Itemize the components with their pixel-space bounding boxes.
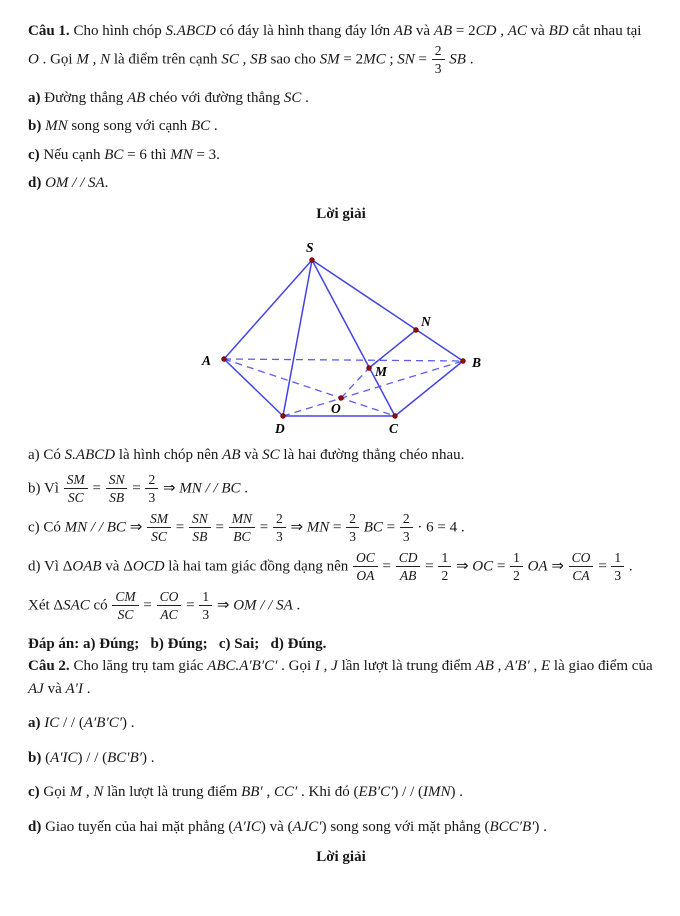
fraction-denominator: AC xyxy=(157,605,182,623)
math-run: OM / / SA xyxy=(233,597,293,614)
math-run: OCD xyxy=(132,558,165,575)
fraction xyxy=(198,589,213,623)
math-run: OAB xyxy=(72,558,102,575)
text-run: Gọi xyxy=(39,784,70,801)
fraction-denominator: 3 xyxy=(611,566,624,584)
fraction-numerator: SN xyxy=(108,471,125,487)
vertex-O xyxy=(339,396,344,401)
fraction-numerator: 1 xyxy=(202,588,210,604)
math-run: OM / / SA xyxy=(45,175,105,192)
math-run: SM xyxy=(319,50,340,67)
fraction-numerator: 2 xyxy=(349,510,356,526)
figure-block xyxy=(0,237,654,439)
math-run: SC , SB xyxy=(221,50,267,67)
bold-run: a) xyxy=(28,89,41,106)
text-run: và xyxy=(412,23,434,39)
fraction-numerator: 2 xyxy=(275,510,283,526)
text-run: Cho lăng trụ tam giác xyxy=(69,658,208,675)
math-run: MN xyxy=(306,519,330,536)
fraction-numerator: SM xyxy=(150,510,169,526)
math-run: AB xyxy=(393,23,413,39)
fraction-numerator: 1 xyxy=(441,549,449,565)
math-run: SAC xyxy=(63,597,90,614)
bold-run: b) xyxy=(28,749,42,766)
math-run: BC xyxy=(104,146,124,163)
text-run: là hai đường thẳng chéo nhau. xyxy=(279,447,465,464)
answer-line xyxy=(28,633,654,656)
fraction xyxy=(509,550,524,584)
text-run: = xyxy=(378,558,395,575)
question-1 xyxy=(28,20,654,77)
fraction-numerator: CM xyxy=(115,588,136,604)
math-run: S.ABCD xyxy=(165,23,216,39)
text-run: và xyxy=(43,680,66,697)
fraction-numerator: 2 xyxy=(434,42,442,58)
bold-run: Đáp án: a) Đúng; b) Đúng; c) Sai; d) Đúng. xyxy=(28,635,327,652)
fraction xyxy=(105,472,129,506)
math-run: A′IC xyxy=(50,749,78,766)
math-run: MN xyxy=(45,118,68,135)
fraction-denominator: 3 xyxy=(145,488,158,506)
text-run: ⇒ xyxy=(547,558,568,575)
text-run: . xyxy=(301,89,309,106)
bold-run: Câu 1. xyxy=(28,23,70,39)
fraction xyxy=(156,589,183,623)
fraction-denominator: 2 xyxy=(510,566,523,584)
math-run: OC xyxy=(472,558,494,575)
text-run: = xyxy=(421,558,438,575)
text-run: · 6 = 4 . xyxy=(413,519,465,536)
text-run: , xyxy=(496,23,508,39)
solution-1c xyxy=(28,511,654,545)
math-run: A′B′C′ xyxy=(83,715,123,732)
bold-run: b) xyxy=(28,118,42,135)
fraction-denominator: 3 xyxy=(273,527,286,545)
bold-run: c) xyxy=(28,146,40,163)
text-run: = xyxy=(88,479,105,496)
fraction-denominator: 3 xyxy=(346,527,359,545)
fraction-denominator: SC xyxy=(147,527,171,545)
text-run: = 3. xyxy=(192,146,220,163)
text-run: Xét Δ xyxy=(28,597,64,614)
text-run: là hai tam giác đồng dạng nên xyxy=(164,558,352,575)
fraction xyxy=(345,511,360,545)
text-run: và xyxy=(240,447,263,464)
fraction-numerator: 1 xyxy=(513,549,520,565)
math-run: BC xyxy=(359,519,383,536)
bold-run: Câu 2. xyxy=(28,658,70,675)
math-run: OA xyxy=(523,558,548,575)
text-run: lần lượt là trung điểm xyxy=(337,658,476,675)
text-run: . Khi đó ( xyxy=(297,784,359,801)
text-run: là giao điểm của xyxy=(550,658,657,675)
fraction-numerator: CO xyxy=(159,588,179,604)
text-run: ( xyxy=(41,749,51,766)
text-run: . xyxy=(625,558,633,575)
math-run: CD xyxy=(475,23,497,39)
text-run: có xyxy=(89,597,112,614)
math-run: MN / / BC xyxy=(64,519,126,536)
text-run: ) / / ( xyxy=(77,749,108,766)
math-run: M , N xyxy=(76,50,111,67)
fraction-numerator: MN xyxy=(231,510,252,526)
math-run: SB xyxy=(445,50,466,67)
text-run: . Gọi xyxy=(277,658,315,675)
vertex-A xyxy=(222,357,227,362)
edge-SC xyxy=(312,260,395,416)
statement-2b xyxy=(28,747,654,770)
text-run: = xyxy=(493,558,510,575)
math-run: BD xyxy=(548,23,569,39)
statement-1d xyxy=(28,172,654,195)
text-run: = xyxy=(382,519,399,536)
text-run: ) . xyxy=(450,784,463,801)
fraction-denominator: SB xyxy=(189,527,211,545)
fraction-denominator: 3 xyxy=(400,527,413,545)
solution-heading-2 xyxy=(28,846,654,869)
text-run: = xyxy=(329,519,346,536)
text-run: = 2 xyxy=(452,23,476,39)
text-run: ⇒ xyxy=(213,597,234,614)
label-N: N xyxy=(421,314,431,330)
text-run: ) . xyxy=(534,818,547,835)
math-run: AC xyxy=(507,23,527,39)
fraction-denominator: BC xyxy=(229,527,255,545)
text-run: . xyxy=(240,479,249,496)
statement-2d xyxy=(28,816,654,839)
fraction-numerator: 2 xyxy=(148,471,156,487)
text-run: Cho hình chóp xyxy=(69,23,166,39)
math-run: AJC′ xyxy=(292,818,322,835)
fraction-denominator: CA xyxy=(569,566,594,584)
math-run: ABC.A′B′C′ xyxy=(207,658,278,675)
fraction xyxy=(399,511,414,545)
text-run: là hình chóp nên xyxy=(115,447,223,464)
text-run: sao cho xyxy=(266,50,320,67)
question-2 xyxy=(28,655,657,700)
fraction xyxy=(395,550,422,584)
math-run: BB′ , CC′ xyxy=(241,784,298,801)
text-run: . xyxy=(210,118,218,135)
label-M: M xyxy=(375,364,388,380)
text-run: = xyxy=(594,558,611,575)
math-run: AB xyxy=(433,23,453,39)
fraction xyxy=(272,511,287,545)
vertex-M xyxy=(367,366,372,371)
math-run: M , N xyxy=(69,784,104,801)
math-run: A′IC xyxy=(233,818,261,835)
math-run: AB xyxy=(222,447,241,464)
statement-1b xyxy=(28,115,654,138)
math-run: BCC′B′ xyxy=(489,818,535,835)
text-run: b) Vì xyxy=(28,479,63,496)
edge-SD xyxy=(283,260,312,416)
text-run: . xyxy=(82,680,91,697)
edge-SA xyxy=(224,260,312,359)
bold-run: a) xyxy=(28,715,41,732)
fraction-numerator: CD xyxy=(398,549,418,565)
text-run: ; xyxy=(385,50,398,67)
math-run: BC′B′ xyxy=(107,749,143,766)
label-C: C xyxy=(389,421,399,437)
bold-run: Lời giải xyxy=(316,849,366,866)
text-run: song song với cạnh xyxy=(67,118,191,135)
math-run: AB xyxy=(126,89,146,106)
fraction-numerator: SM xyxy=(66,471,85,487)
text-run: ⇒ xyxy=(286,519,307,536)
text-run: ) / / ( xyxy=(393,784,423,801)
fraction-numerator: 2 xyxy=(402,510,410,526)
text-run: ) song song với mặt phẳng ( xyxy=(321,818,490,835)
fraction xyxy=(437,550,452,584)
text-run: = xyxy=(172,519,188,536)
text-run: / / ( xyxy=(59,715,84,732)
math-run: O xyxy=(28,50,39,67)
label-O: O xyxy=(331,401,341,417)
edge-AB-dashed xyxy=(224,359,463,361)
fraction xyxy=(63,472,89,506)
math-run: S.ABCD xyxy=(64,447,116,464)
text-run: = xyxy=(211,519,228,536)
fraction xyxy=(188,511,212,545)
text-run: d) Vì Δ xyxy=(28,558,73,575)
text-run: ⇒ xyxy=(125,519,147,536)
pyramid-figure xyxy=(0,237,680,439)
bold-run: d) xyxy=(28,175,42,192)
text-run: ) . xyxy=(142,749,155,766)
solution-heading-1 xyxy=(28,203,654,226)
bold-run: Lời giải xyxy=(316,205,366,222)
math-run: IC xyxy=(44,715,60,732)
edge-AD xyxy=(224,359,283,416)
fraction xyxy=(431,43,446,77)
fraction-denominator: 2 xyxy=(438,566,451,584)
fraction-denominator: AB xyxy=(396,566,421,584)
solution-1a xyxy=(28,444,654,467)
text-run: ⇒ xyxy=(452,558,473,575)
solution-1d xyxy=(28,550,654,584)
math-run: AJ xyxy=(28,680,44,697)
text-run: . xyxy=(292,597,301,614)
vertex-S xyxy=(310,258,315,263)
fraction-denominator: SB xyxy=(106,488,128,506)
label-D: D xyxy=(275,421,285,437)
fraction-denominator: 3 xyxy=(199,605,212,623)
text-run: lần lượt là trung điểm xyxy=(103,784,242,801)
math-run: AB , A′B′ xyxy=(475,658,530,675)
text-run: và xyxy=(526,23,549,39)
text-run: . xyxy=(104,175,109,192)
statement-1a xyxy=(28,87,654,110)
text-run: Đường thẳng xyxy=(40,89,127,106)
vertex-N xyxy=(414,328,419,333)
vertex-D xyxy=(281,414,286,419)
label-B: B xyxy=(472,355,482,371)
text-run: = xyxy=(414,50,431,67)
text-run: = 6 thì xyxy=(123,146,171,163)
bold-run: d) xyxy=(28,818,42,835)
text-run: = xyxy=(182,597,199,614)
solution-1d-continued xyxy=(28,589,654,623)
text-run: c) Có xyxy=(28,519,65,536)
statement-2a xyxy=(28,712,654,735)
math-run: E xyxy=(540,658,551,675)
math-run: EB′C′ xyxy=(358,784,394,801)
fraction-numerator: CO xyxy=(571,549,591,565)
bold-run: c) xyxy=(28,784,40,801)
math-run: SC xyxy=(262,447,280,464)
text-run: = xyxy=(128,479,145,496)
text-run: . Gọi xyxy=(38,50,77,67)
text-run: và Δ xyxy=(101,558,133,575)
text-run: = xyxy=(139,597,156,614)
statement-1c xyxy=(28,144,654,167)
text-run: a) Có xyxy=(28,447,65,464)
edge-CB xyxy=(395,361,463,416)
text-run: ) . xyxy=(122,715,135,732)
text-run: Nếu cạnh xyxy=(39,146,105,163)
math-run: A′I xyxy=(65,680,83,697)
text-run: ) và ( xyxy=(260,818,293,835)
label-S: S xyxy=(306,240,314,256)
math-run: MN xyxy=(170,146,193,163)
label-A: A xyxy=(202,353,212,369)
fraction-numerator: 1 xyxy=(614,549,622,565)
edge-SB xyxy=(312,260,463,361)
edge-DB-dashed xyxy=(283,361,463,416)
math-run: SN xyxy=(397,50,415,67)
math-run: SC xyxy=(283,89,302,106)
math-run: MC xyxy=(363,50,386,67)
math-run: MN / / BC xyxy=(179,479,241,496)
text-run: = xyxy=(255,519,272,536)
text-run: Giao tuyến của hai mặt phẳng ( xyxy=(41,818,234,835)
fraction xyxy=(146,511,172,545)
fraction-numerator: SN xyxy=(191,510,208,526)
fraction xyxy=(228,511,256,545)
text-run: , xyxy=(529,658,541,675)
fraction xyxy=(568,550,595,584)
vertex-B xyxy=(461,359,466,364)
fraction-denominator: SC xyxy=(112,605,138,623)
fraction xyxy=(144,472,159,506)
vertex-C xyxy=(393,414,398,419)
text-run: cắt nhau tại xyxy=(568,23,646,39)
fraction-denominator: OA xyxy=(353,566,378,584)
text-run: . xyxy=(465,50,474,67)
fraction-numerator: OC xyxy=(355,549,375,565)
edge-MN xyxy=(369,330,416,368)
fraction-denominator: SC xyxy=(64,488,88,506)
math-run: IMN xyxy=(423,784,451,801)
math-run: I , J xyxy=(314,658,338,675)
math-run: BC xyxy=(190,118,211,135)
text-run: có đáy là hình thang đáy lớn xyxy=(215,23,394,39)
fraction xyxy=(352,550,379,584)
text-run: ⇒ xyxy=(159,479,180,496)
fraction-denominator: 3 xyxy=(432,59,445,77)
text-run: chéo với đường thẳng xyxy=(145,89,284,106)
fraction xyxy=(111,589,139,623)
solution-1b xyxy=(28,472,654,506)
fraction xyxy=(610,550,625,584)
text-run: là điểm trên cạnh xyxy=(110,50,222,67)
text-run: = 2 xyxy=(339,50,364,67)
statement-2c xyxy=(28,781,654,804)
